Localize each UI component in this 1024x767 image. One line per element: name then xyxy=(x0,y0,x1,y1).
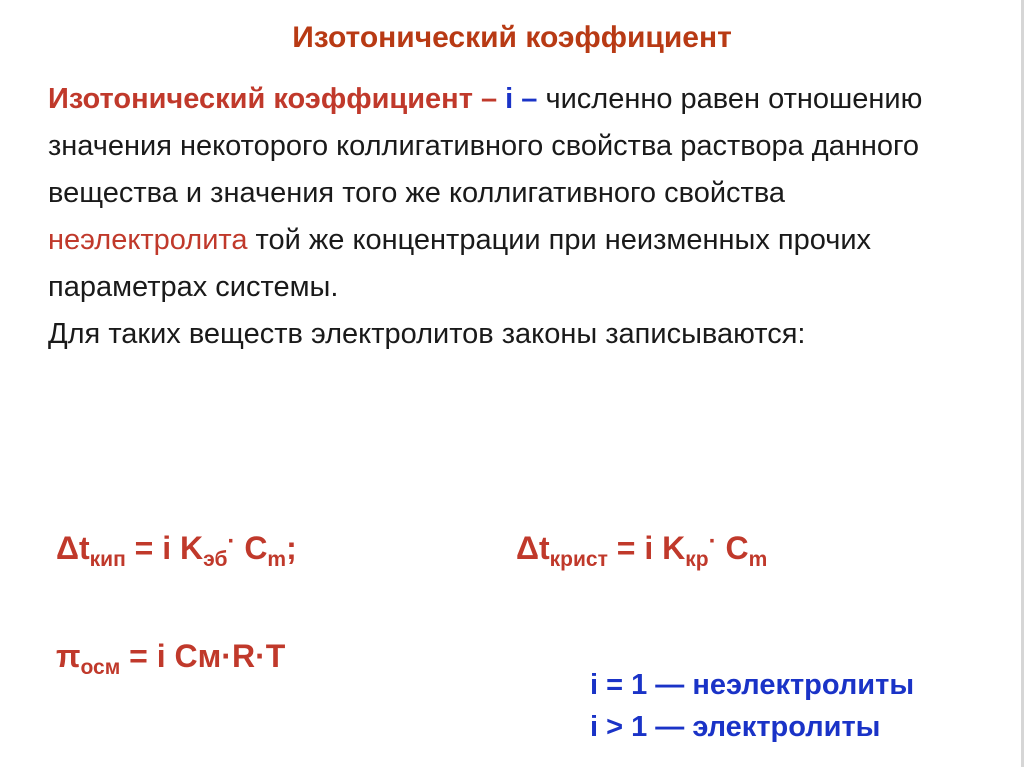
formula-boiling-c-sub: m xyxy=(267,548,287,571)
definition-term: Изотонический коэффициент – xyxy=(48,83,498,115)
legend-electrolytes: i > 1 — электролиты xyxy=(590,711,881,743)
formula-freezing-delta: Δt xyxy=(516,530,550,566)
formula-freezing-sub: крист xyxy=(549,548,608,571)
definition-highlight: неэлектролита xyxy=(48,224,248,256)
formula-boiling-dot: · xyxy=(227,528,236,555)
formula-boiling-sub: кип xyxy=(89,548,126,571)
formula-boiling-eq: = i K xyxy=(125,530,204,566)
formula-osmotic-sub: осм xyxy=(80,656,121,679)
definition-paragraph xyxy=(48,76,988,358)
formula-osmotic-pi: π xyxy=(56,638,81,674)
legend-nonelectrolytes: i = 1 — неэлектролиты xyxy=(590,669,915,701)
formula-freezing-k-sub: кр xyxy=(685,548,709,571)
formula-boiling-delta: Δt xyxy=(56,530,90,566)
laws-intro: Для таких веществ электролитов законы записываются: xyxy=(48,318,806,350)
formula-freezing-c-sub: m xyxy=(748,548,768,571)
slide-title xyxy=(0,8,1024,68)
formula-osmotic-pressure xyxy=(56,636,286,679)
formula-freezing-c: C xyxy=(716,530,749,566)
formula-freezing-point xyxy=(516,528,768,571)
formula-freezing-dot: · xyxy=(708,528,717,555)
formula-osmotic-rest: = i Cм·R·T xyxy=(120,638,286,674)
formula-boiling-end: ; xyxy=(286,530,297,566)
definition-text-part2: той же концентрации при неизменных прочих параметрах системы. xyxy=(48,224,872,303)
definition-text-part1: численно равен отношению значения некоторого коллигативного свойства раствора данного вещества и значения того же коллигативного свойства xyxy=(48,83,923,209)
definition-symbol: i – xyxy=(505,83,538,115)
formula-boiling-k-sub: эб xyxy=(203,548,228,571)
legend-block xyxy=(590,664,914,748)
formula-boiling-c: C xyxy=(235,530,268,566)
slide-title-text: Изотонический коэффициент xyxy=(292,21,732,54)
formula-boiling-point xyxy=(56,528,297,571)
formula-freezing-eq: = i K xyxy=(607,530,686,566)
